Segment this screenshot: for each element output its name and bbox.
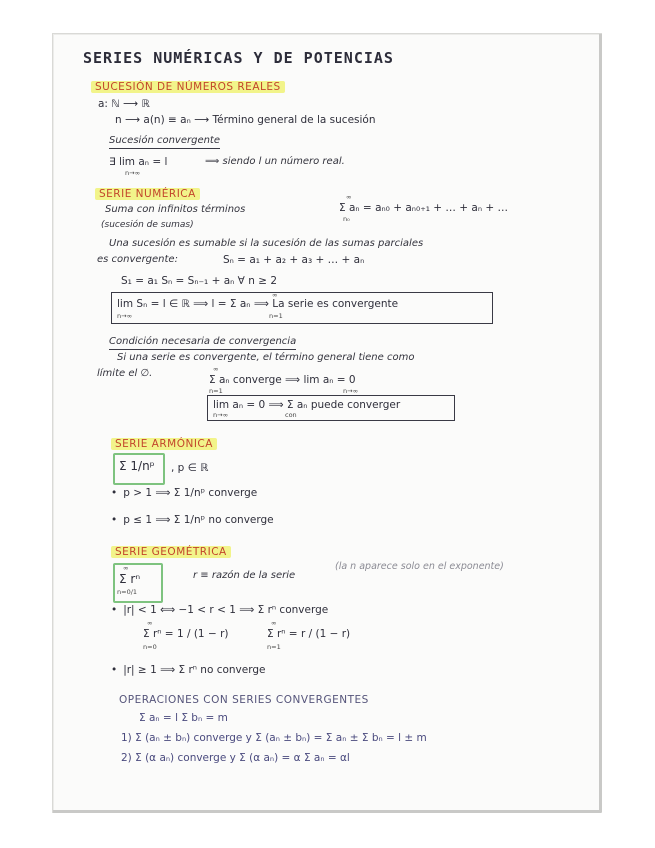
partial-sums-formula: Sₙ = a₁ + a₂ + a₃ + … + aₙ: [223, 254, 365, 266]
geometric-sum0-sub: n=0: [143, 643, 157, 651]
geometric-sum-from-0: Σ rⁿ = 1 / (1 − r): [143, 628, 229, 640]
section-heading-operaciones: OPERACIONES CON SERIES CONVERGENTES: [119, 694, 369, 706]
page-title: SERIES NUMÉRICAS Y DE POTENCIAS: [83, 49, 394, 67]
ratio-definition: r ≡ razón de la serie: [193, 570, 296, 581]
necessary-condition-text2: límite el ∅.: [97, 368, 153, 379]
geometric-sum1-sub: n=1: [267, 643, 281, 651]
necessary-condition-heading: Condición necesaria de convergencia: [109, 336, 296, 350]
sum-of-sums-note: (sucesión de sumas): [101, 220, 194, 230]
series-sum-sub: n₀: [343, 215, 350, 223]
partial-sums-definition: S₁ = a₁ Sₙ = Sₙ₋₁ + aₙ ∀ n ≥ 2: [121, 275, 278, 287]
heading-highlight: SUCESIÓN DE NÚMEROS REALES: [91, 81, 285, 93]
convergence-box-formula: lim Sₙ = l ∈ ℝ ⟹ l = Σ aₙ ⟹ La serie es convergente: [117, 298, 399, 310]
convergence-limit-subscript: n→∞: [125, 169, 140, 177]
geometric-sum-from-1: Σ rⁿ = r / (1 − r): [267, 628, 351, 640]
page-edge-right: [599, 34, 602, 812]
harmonic-formula: Σ 1/nᵖ: [119, 459, 155, 473]
exponent-note: (la n aparece solo en el exponente): [335, 561, 504, 572]
operations-given: Σ aₙ = l Σ bₙ = m: [139, 712, 228, 724]
series-sum-top: ∞: [346, 193, 352, 201]
harmonic-param: , p ∈ ℝ: [171, 462, 209, 474]
heading-highlight: SERIE GEOMÉTRICA: [111, 546, 231, 558]
page-edge-bottom: [53, 810, 601, 813]
convergent-sequence-heading: Sucesión convergente: [109, 135, 220, 149]
convergence-box-limit-sub: n→∞: [117, 312, 132, 320]
geometric-formula: Σ rⁿ: [119, 572, 141, 586]
convergence-text: ⟹ siendo l un número real.: [205, 156, 345, 167]
heading-highlight: SERIE NUMÉRICA: [95, 188, 200, 200]
notebook-page: [52, 33, 602, 813]
operations-rule-1: 1) Σ (aₙ ± bₙ) converge y Σ (aₙ ± bₙ) = Σ aₙ ± Σ bₙ = l ± m: [121, 732, 427, 744]
convergence-box-sum-sub: n=1: [269, 312, 283, 320]
series-formula: Σ aₙ = aₙ₀ + aₙ₀₊₁ + … + aₙ + …: [339, 202, 508, 214]
geometric-bullet-2: • |r| ≥ 1 ⟹ Σ rⁿ no converge: [111, 664, 266, 676]
map-line: a: ℕ ⟶ ℝ: [98, 98, 150, 110]
necessary-condition-text1: Si una serie es convergente, el término general tiene como: [117, 352, 415, 363]
necessary-formula: Σ aₙ converge ⟹ lim aₙ = 0: [209, 374, 356, 386]
sumable-text-line1: Una sucesión es sumable si la sucesión de las sumas parciales: [109, 238, 424, 249]
sumable-text-line2: es convergente:: [97, 254, 178, 265]
serie-def-text: Suma con infinitos términos: [105, 204, 246, 215]
section-heading-serie-numerica: [95, 188, 200, 200]
necessary-formula-lim-sub: n→∞: [343, 387, 358, 395]
harmonic-bullet-2: • p ≤ 1 ⟹ Σ 1/nᵖ no converge: [111, 514, 274, 526]
necessary-formula-sub: n=1: [209, 387, 223, 395]
necessary-formula-top: ∞: [213, 365, 219, 373]
operations-rule-2: 2) Σ (α aₙ) converge y Σ (α aₙ) = α Σ aₙ = αl: [121, 752, 350, 764]
section-heading-sucesion: [91, 81, 285, 93]
necessary-box-formula: lim aₙ = 0 ⟹ Σ aₙ puede converger: [213, 399, 401, 411]
heading-highlight: SERIE ARMÓNICA: [111, 438, 217, 450]
harmonic-bullet-1: • p > 1 ⟹ Σ 1/nᵖ converge: [111, 487, 257, 499]
necessary-box-sub: n→∞: [213, 411, 228, 419]
term-line: n ⟶ a(n) ≡ aₙ ⟶ Término general de la sucesión: [115, 114, 376, 126]
convergence-formula: ∃ lim aₙ = l: [109, 156, 168, 168]
section-heading-armonica: [111, 438, 217, 450]
geometric-box-sub: n=0/1: [117, 588, 138, 596]
geometric-bullet-1: • |r| < 1 ⟺ −1 < r < 1 ⟹ Σ rⁿ converge: [111, 604, 328, 616]
geometric-box-top: ∞: [123, 564, 129, 572]
convergence-box-sum-top: ∞: [272, 291, 278, 299]
necessary-box-mid: con: [285, 411, 297, 419]
geometric-sum1-top: ∞: [271, 619, 277, 627]
section-heading-geometrica: [111, 546, 231, 558]
geometric-sum0-top: ∞: [147, 619, 153, 627]
